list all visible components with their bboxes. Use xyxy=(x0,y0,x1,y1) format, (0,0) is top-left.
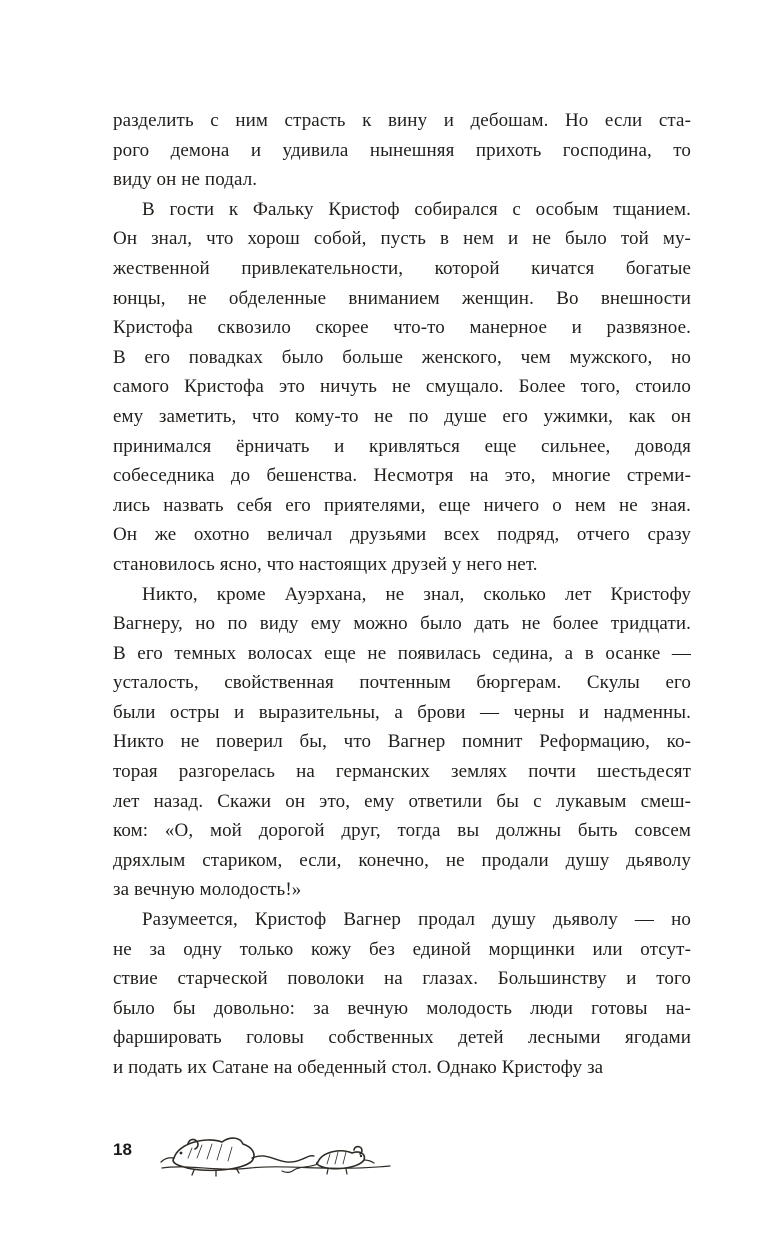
text-line: Никто, кроме Ауэрхана, не знал, сколько лет Кристофу xyxy=(142,583,691,605)
text-line: В гости к Фальку Кристоф собирался с особым тщанием. xyxy=(142,198,691,220)
text-line: лись назвать себя его приятелями, еще ничего о нем не зная. xyxy=(113,494,691,516)
text-line: и подать их Сатане на обеденный стол. Однако Кристофу за xyxy=(113,1057,604,1078)
text-line: были остры и выразительны, а брови — черны и надменны. xyxy=(113,701,691,723)
text-line: ствие старческой поволоки на глазах. Большинству и того xyxy=(113,968,691,990)
text-line: самого Кристофа это ничуть не смущало. Более того, стоило xyxy=(113,376,691,398)
text-line: фаршировать головы собственных детей лесными ягодами xyxy=(113,1027,691,1049)
text-line: ему заметить, что кому-то не по душе его ужимки, как он xyxy=(113,405,691,427)
text-line: было бы довольно: за вечную молодость люди готовы на- xyxy=(113,997,691,1019)
text-line: за вечную молодость!» xyxy=(113,879,302,901)
text-line: лет назад. Скажи он это, ему ответили бы с лукавым смеш- xyxy=(113,790,691,812)
text-line: В его темных волосах еще не появилась седина, а в осанке — xyxy=(113,642,691,664)
text-line: принимался ёрничать и кривляться еще сильнее, доводя xyxy=(113,435,691,457)
text-line: ком: «О, мой дорогой друг, тогда вы должны быть совсем xyxy=(113,820,691,842)
text-line: Он же охотно величал друзьями всех подряд, отчего сразу xyxy=(113,524,691,546)
text-line: Разумеется, Кристоф Вагнер продал душу дьяволу — но xyxy=(142,909,691,931)
page-number: 18 xyxy=(113,1140,132,1159)
text-line: торая разгорелась на германских землях почти шестьдесят xyxy=(113,761,691,783)
text-line: юнцы, не обделенные вниманием женщин. Во внешности xyxy=(113,287,691,309)
text-line: рого демона и удивила нынешняя прихоть господина, то xyxy=(113,139,691,161)
text-line: усталость, свойственная почтенным бюргерам. Скулы его xyxy=(113,672,691,694)
text-line: В его повадках было больше женского, чем мужского, но xyxy=(113,346,691,368)
text-block xyxy=(113,106,691,1083)
text-line: жественной привлекательности, которой кичатся богатые xyxy=(113,257,691,279)
rats-engraving-vignette-icon xyxy=(158,1122,394,1178)
text-line: виду он не подал. xyxy=(113,169,258,191)
text-line: Никто не поверил бы, что Вагнер помнит Реформацию, ко- xyxy=(113,731,691,753)
page-footer xyxy=(113,1120,673,1180)
text-line: не за одну только кожу без единой морщинки или отсут- xyxy=(113,938,691,960)
text-line: становилось ясно, что настоящих друзей у него нет. xyxy=(113,553,538,575)
text-line: Кристофа сквозило скорее что-то манерное и развязное. xyxy=(113,317,691,339)
text-line: дряхлым стариком, если, конечно, не продали душу дьяволу xyxy=(113,849,691,871)
text-line: собеседника до бешенства. Несмотря на это, многие стреми- xyxy=(113,465,691,487)
text-line: разделить с ним страсть к вину и дебошам. Но если ста- xyxy=(113,110,691,131)
text-line: Вагнеру, но по виду ему можно было дать не более тридцати. xyxy=(113,613,691,635)
text-line: Он знал, что хорош собой, пусть в нем и не было той му- xyxy=(113,228,691,250)
